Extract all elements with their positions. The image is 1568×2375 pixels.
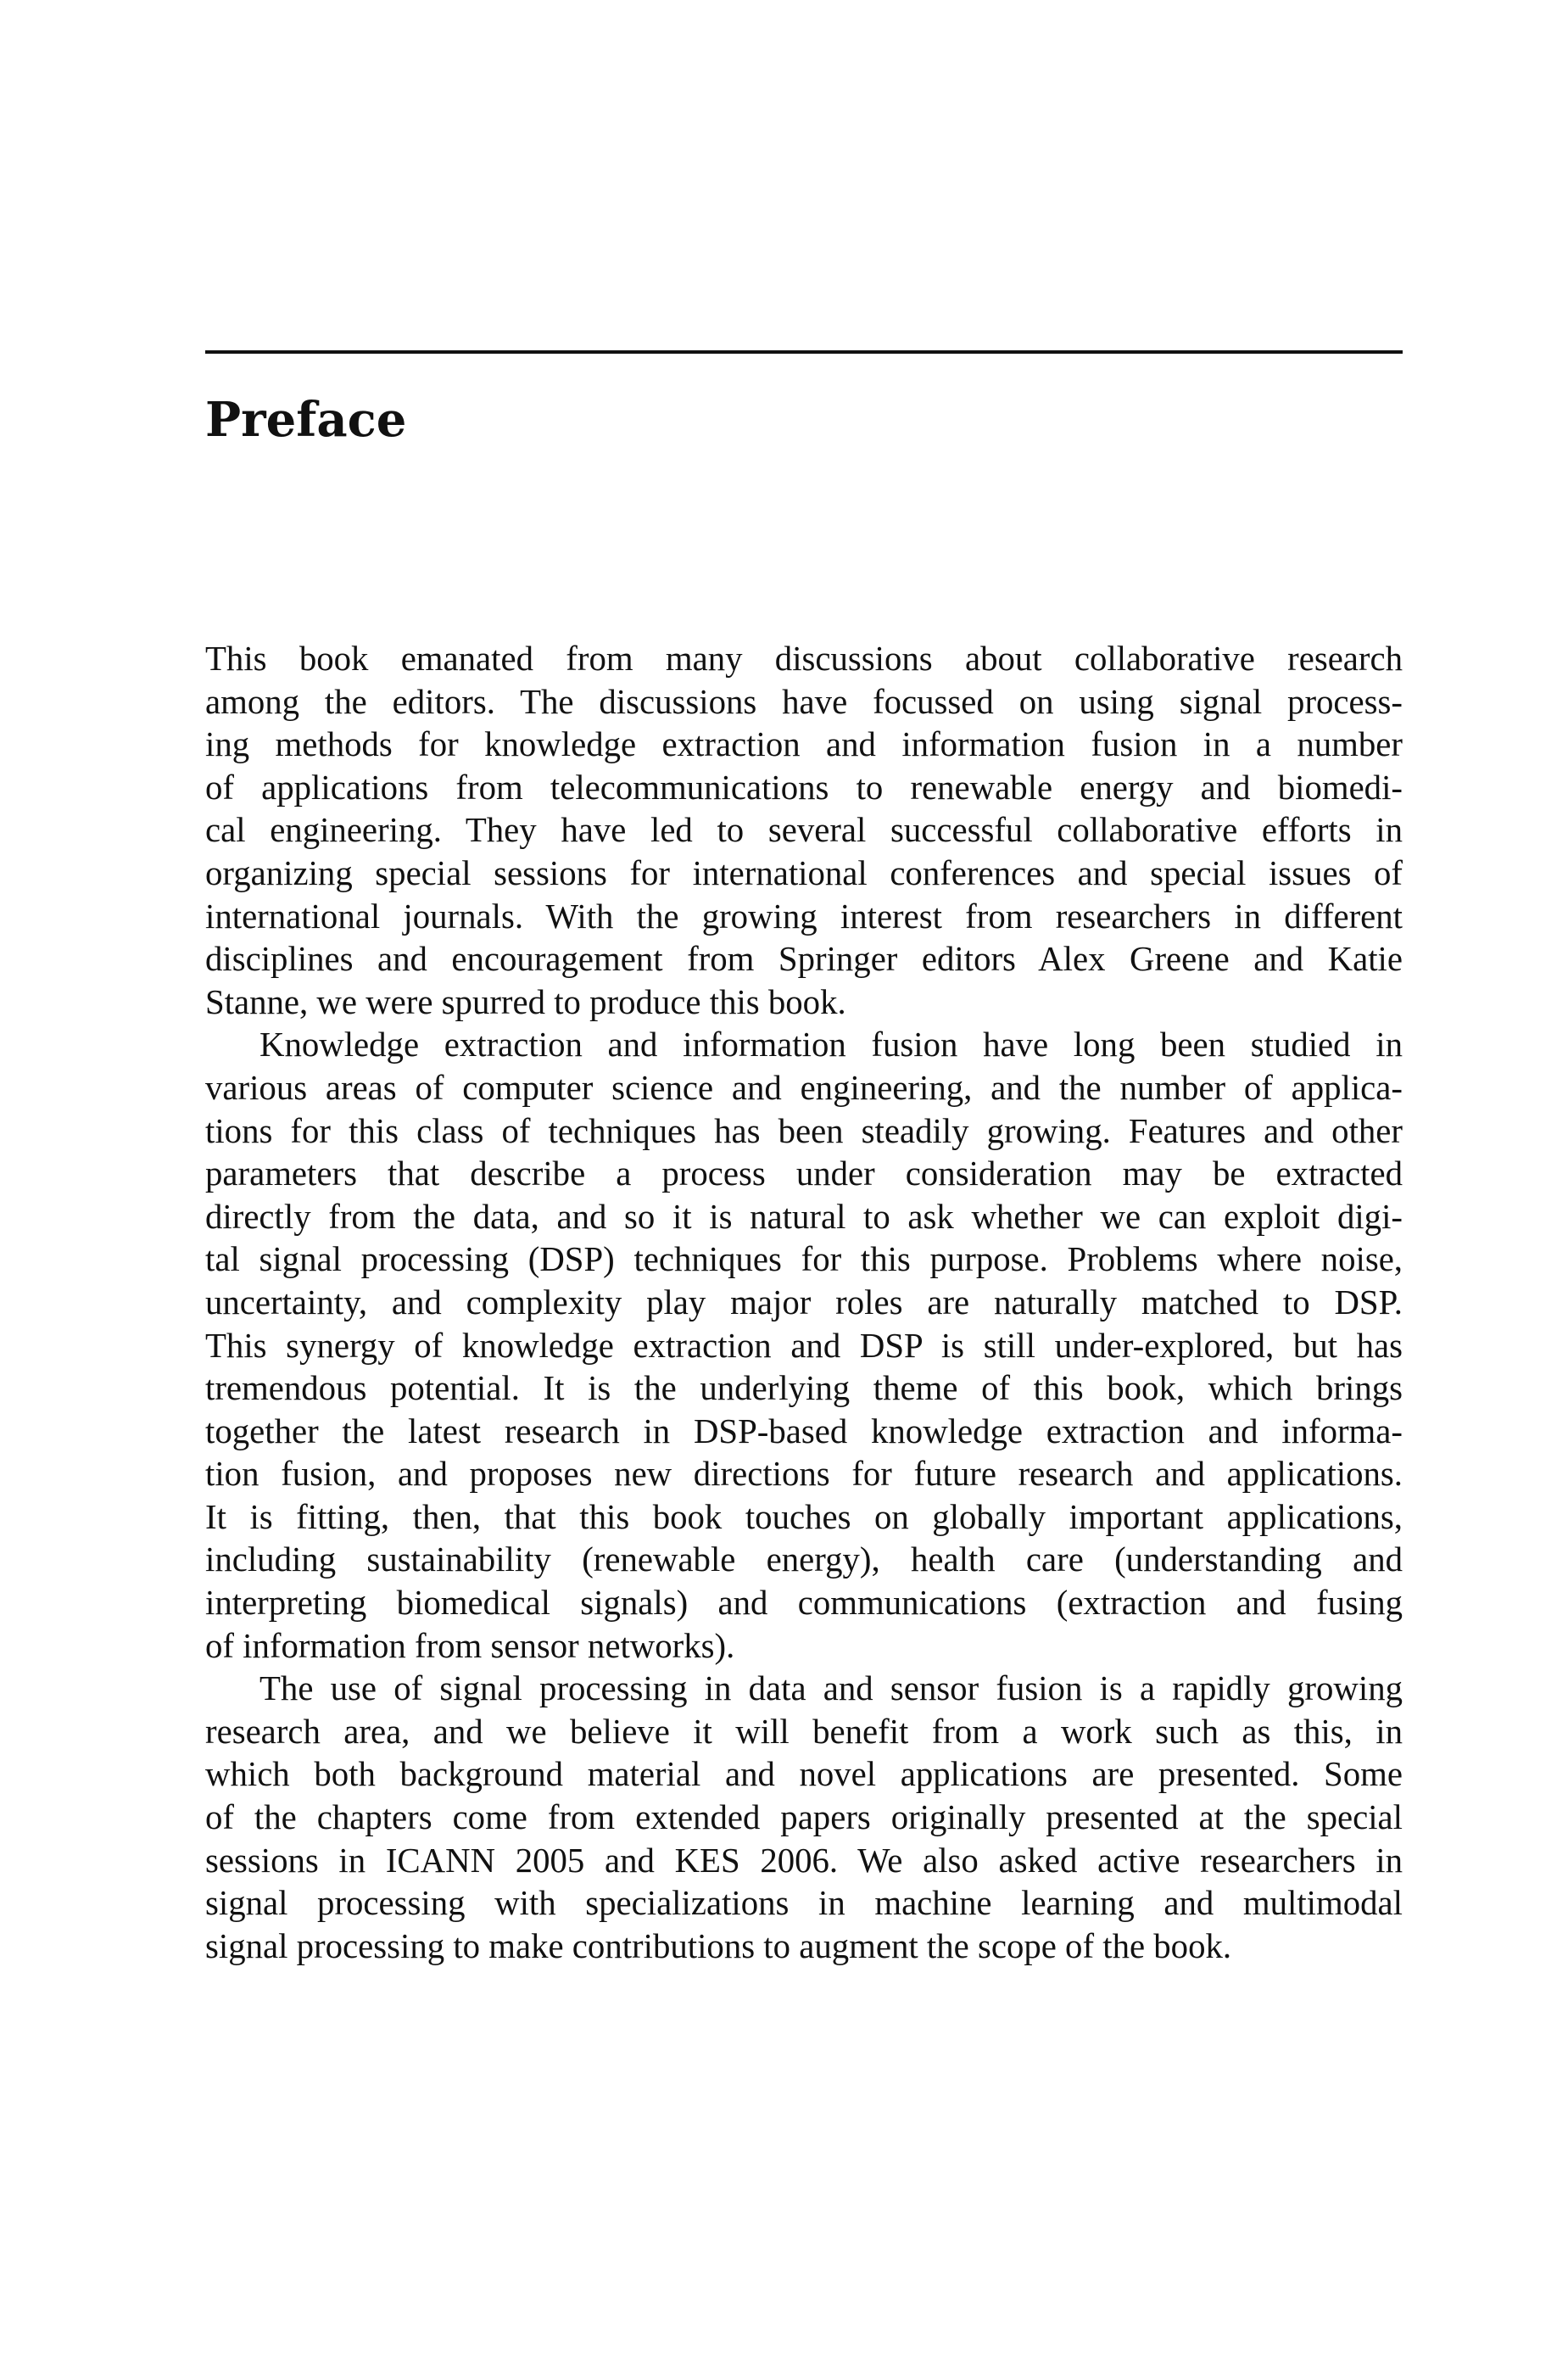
text-line: sessions in ICANN 2005 and KES 2006. We also asked active researchers in	[205, 1841, 1403, 1880]
text-line: cal engineering. They have led to several successful collaborative efforts in	[205, 811, 1403, 850]
text-line: together the latest research in DSP-based knowledge extraction and informa-	[205, 1411, 1403, 1450]
text-line: tal signal processing (DSP) techniques for this purpose. Problems where noise,	[205, 1240, 1403, 1279]
text-line: among the editors. The discussions have focussed on using signal process-	[205, 682, 1403, 721]
text-line: tion fusion, and proposes new directions for future research and applications.	[205, 1455, 1403, 1494]
text-line: of applications from telecommunications to renewable energy and biomedi-	[205, 768, 1403, 807]
text-line: tions for this class of techniques has been steadily growing. Features and other	[205, 1111, 1403, 1150]
text-line: The use of signal processing in data and sensor fusion is a rapidly growing	[259, 1669, 1403, 1708]
page-title: Preface	[205, 392, 407, 448]
text-line: which both background material and novel applications are presented. Some	[205, 1755, 1403, 1794]
text-line: tremendous potential. It is the underlying theme of this book, which brings	[205, 1369, 1403, 1408]
text-line: This book emanated from many discussions about collaborative research	[205, 640, 1403, 678]
text-line: disciplines and encouragement from Springer editors Alex Greene and Katie	[205, 940, 1403, 979]
text-line: Knowledge extraction and information fusion have long been studied in	[259, 1025, 1403, 1065]
preface-body	[205, 638, 1403, 1968]
text-line: organizing special sessions for international conferences and special issues of	[205, 853, 1403, 892]
text-line: directly from the data, and so it is natural to ask whether we can exploit digi-	[205, 1197, 1403, 1236]
text-line: signal processing to make contributions to augment the scope of the book.	[205, 1926, 1232, 1965]
text-line: research area, and we believe it will benefit from a work such as this, in	[205, 1712, 1403, 1751]
text-line: of the chapters come from extended papers originally presented at the special	[205, 1798, 1403, 1837]
text-line: various areas of computer science and engineering, and the number of applica-	[205, 1068, 1403, 1107]
text-line: This synergy of knowledge extraction and DSP is still under-explored, but has	[205, 1326, 1403, 1365]
text-line: parameters that describe a process under consideration may be extracted	[205, 1154, 1403, 1193]
text-line: interpreting biomedical signals) and communications (extraction and fusing	[205, 1584, 1403, 1623]
paragraph-2	[205, 1024, 1403, 1668]
text-line: including sustainability (renewable energy), health care (understanding and	[205, 1540, 1403, 1579]
text-line: It is fitting, then, that this book touches on globally important applications,	[205, 1497, 1403, 1536]
text-line: ing methods for knowledge extraction and information fusion in a number	[205, 725, 1403, 764]
text-line: signal processing with specializations in machine learning and multimodal	[205, 1884, 1403, 1923]
header-rule	[205, 350, 1403, 354]
paragraph-3	[205, 1668, 1403, 1968]
text-line: international journals. With the growing interest from researchers in different	[205, 897, 1403, 936]
text-line: uncertainty, and complexity play major roles are naturally matched to DSP.	[205, 1282, 1403, 1322]
text-line: Stanne, we were spurred to produce this book.	[205, 982, 846, 1021]
paragraph-1	[205, 638, 1403, 1024]
text-line: of information from sensor networks).	[205, 1626, 735, 1665]
